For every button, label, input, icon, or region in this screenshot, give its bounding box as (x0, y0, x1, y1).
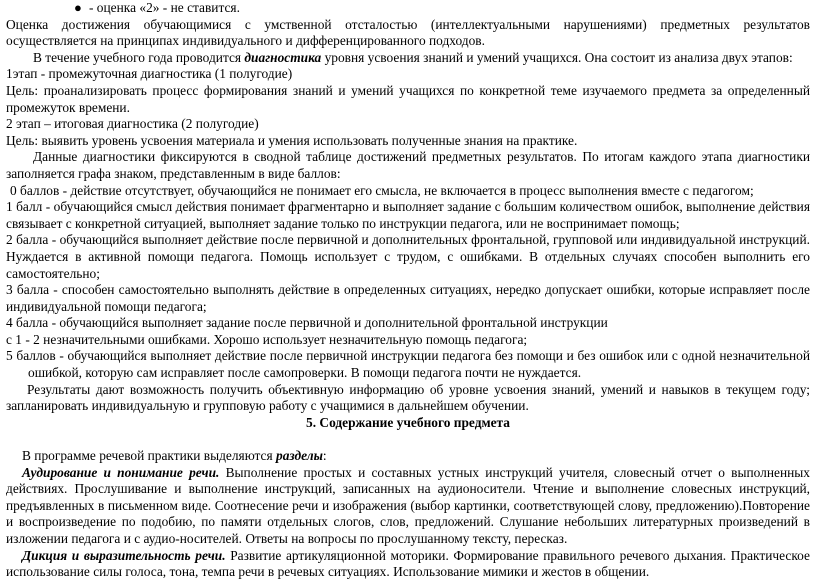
stage1-goal: Цель: проанализировать процесс формирования знаний и умений учащихся по конкретной теме изучаемого предмета за определенный промежуток времени. (6, 82, 810, 115)
diagnostics-paragraph: В течение учебного года проводится диагностика уровня усвоения знаний и умений учащихся. Она состоит из анализа двух этапов: (33, 49, 793, 65)
data-fixed-paragraph: Данные диагностики фиксируются в сводной таблице достижений предметных результатов. По итогам каждого этапа диагностики заполняется графа знаком, представленным в виде баллов: (6, 149, 810, 181)
score-3: 3 балла - способен самостоятельно выполнять действие в определенных ситуациях, нередко допускает ошибки, которые исправляет после индивидуальной помощи педагога; (6, 282, 810, 314)
diction-paragraph: Дикция и выразительность речи. Развитие артикуляционной моторики. Формирование правильного речевого дыхания. Практическое использование силы голоса, тона, темпа речи в речевых ситуациях. Использование мимики и жестов в общении. (6, 547, 810, 580)
score-2: 2 балла - обучающийся выполняет действие после первичной и дополнительных фронтальной, групповой или индивидуальной инструкций. Нуждается в активной помощи педагога. Помощь использует с трудом, с ошибками. В отдельных случаях способен выполнить его самостоятельно; (6, 232, 810, 281)
score-4-cont: с 1 - 2 незначительными ошибками. Хорошо использует незначительную помощь педагога; (6, 331, 528, 347)
score-5: 5 баллов - обучающийся выполняет действие после первичной инструкции педагога без помощи и без ошибок или с одной незначительной ошибкой, которую сам исправляет после самопроверки. В помощи педагога почти не нуждается. (6, 348, 810, 381)
results-paragraph: Результаты дают возможность получить объективную информацию об уровне усвоения знаний, умений и навыков в текущем году; запланировать индивидуальную и групповую работу с учащимися в дальнейшем обучении. (6, 381, 810, 414)
section-heading: 5. Содержание учебного предмета (306, 414, 510, 430)
blank-line (6, 431, 810, 448)
score-0: 0 баллов - действие отсутствует, обучающийся не понимает его смысла, не включается в процесс выполнения вместе с педагогом; (10, 182, 754, 198)
stage1-title: 1этап - промежуточная диагностика (1 полугодие) (6, 66, 293, 82)
sections-intro: В программе речевой практики выделяются разделы: (22, 448, 327, 464)
stage2-goal: Цель: выявить уровень усвоения материала и умения использовать полученные знания на практике. (6, 132, 578, 148)
score-4: 4 балла - обучающийся выполняет задание после первичной и дополнительной фронтальной инструкции (6, 315, 608, 331)
stage2-title: 2 этап – итоговая диагностика (2 полугодие) (6, 116, 259, 132)
score-1: 1 балл - обучающийся смысл действия понимает фрагментарно и выполняет задание с большим количеством ошибок, выполнение действия связывает с конкретной ситуацией, выполняет задание только по инструкции педагога, или не воспринимает помощь; (6, 199, 810, 231)
auding-paragraph: Аудирование и понимание речи. Выполнение простых и составных устных инструкций учителя, словесный отчет о выполненных действиях. Прослушивание и выполнение инструкций, записанных на аудионосители. Чтение и выполнение словесных инструкций, предъявленных в письменном виде. Соотнесение речи и изображения (выбор картинки, соответствующей слову, предложению).Повторение и воспроизведение по подобию, по памяти отдельных слогов, слов, предложений. Слушание небольших литературных произведений в изложении педагога и с аудио-носителей. Ответы на вопросы по прослушанному тексту, пересказ. (6, 464, 811, 546)
bullet-item: ● - оценка «2» - не ставится. (74, 0, 240, 15)
intro-paragraph: Оценка достижения обучающимися с умственной отсталостью (интеллектуальными нарушениями) предметных результатов осуществляется на принципах индивидуального и дифференцированного подходов. (6, 16, 810, 49)
bullet-dot-icon: ● (74, 0, 82, 15)
